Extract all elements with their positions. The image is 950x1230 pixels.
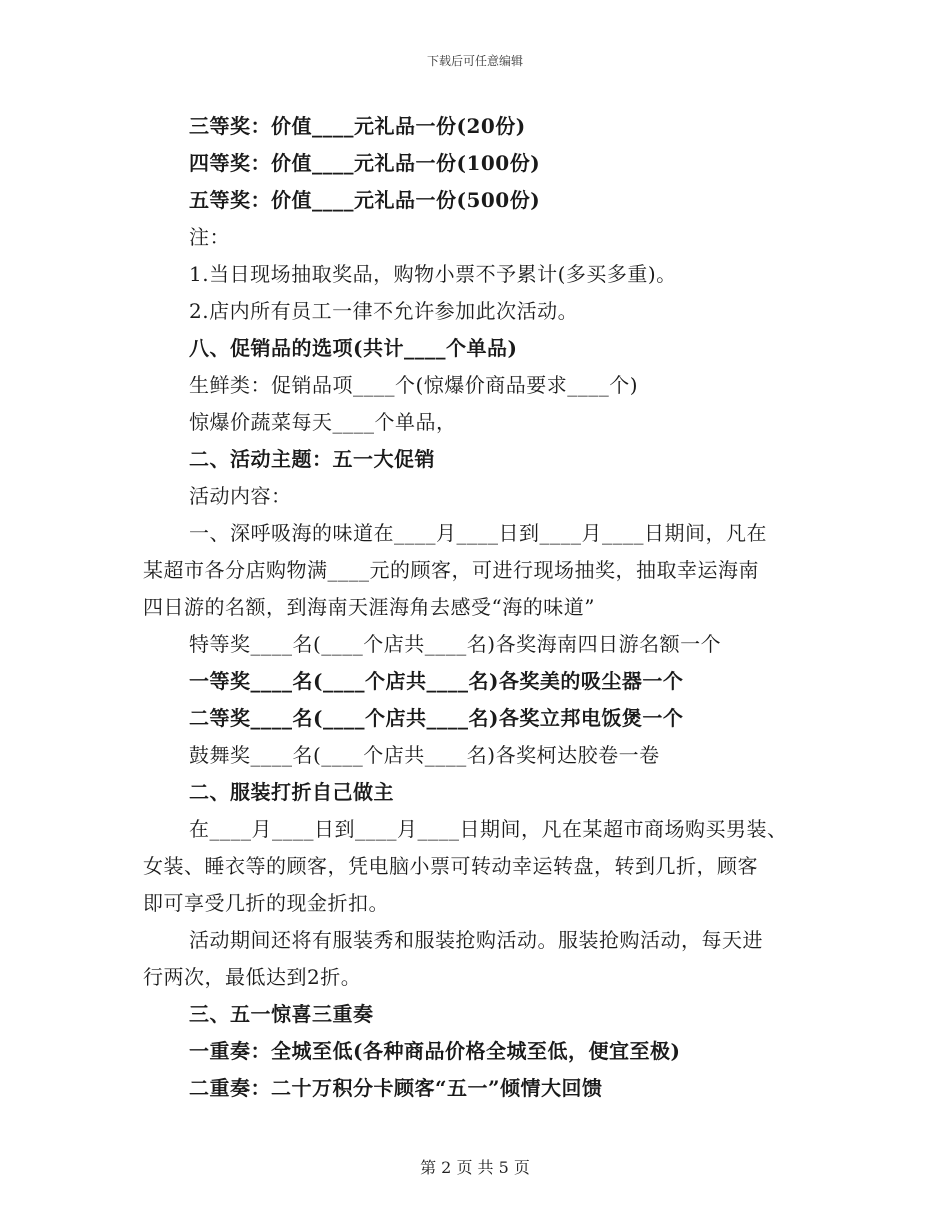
paragraph-line: 行两次，最低达到2折。 xyxy=(143,965,362,989)
paragraph-line: 即可享受几折的现金折扣。 xyxy=(143,891,389,915)
paragraph-line: 某超市各分店购物满____元的顾客，可进行现场抽奖，抽取幸运海南 xyxy=(143,558,759,582)
prize-fourth: 四等奖：价值____元礼品一份(100份) xyxy=(189,151,541,175)
prize-fifth: 五等奖：价值____元礼品一份(500份) xyxy=(189,188,541,212)
paragraph-line: 一、深呼吸海的味道在____月____日到____月____日期间，凡在 xyxy=(189,521,767,545)
prize-second: 二等奖____名(____个店共____名)各奖立邦电饭煲一个 xyxy=(189,706,684,730)
section-heading-clothing: 二、服装打折自己做主 xyxy=(189,780,394,804)
note-1: 1.当日现场抽取奖品，购物小票不予累计(多买多重)。 xyxy=(189,262,677,286)
paragraph-fashion-show xyxy=(143,922,807,996)
prize-encouragement: 鼓舞奖____名(____个店共____名)各奖柯达胶卷一卷 xyxy=(189,743,660,767)
prize-first: 一等奖____名(____个店共____名)各奖美的吸尘器一个 xyxy=(189,669,684,693)
paragraph-line: 在____月____日到____月____日期间，凡在某超市商场购买男装、 xyxy=(189,817,788,841)
note-2: 2.店内所有员工一律不允许参加此次活动。 xyxy=(189,299,579,323)
note-label: 注： xyxy=(189,225,230,249)
section-heading-promo-items: 八、促销品的选项(共计____个单品) xyxy=(189,336,518,360)
prize-third: 三等奖：价值____元礼品一份(20份) xyxy=(189,114,526,138)
paragraph-clothing-discount xyxy=(143,811,807,922)
page-footer: 第 2 页 共 5 页 xyxy=(420,1158,530,1177)
fresh-items: 生鲜类：促销品项____个(惊爆价商品要求____个) xyxy=(189,373,639,397)
paragraph-sea-taste xyxy=(143,515,807,626)
section-heading-theme: 二、活动主题：五一大促销 xyxy=(189,447,435,471)
prize-special: 特等奖____名(____个店共____名)各奖海南四日游名额一个 xyxy=(189,632,722,656)
document-body xyxy=(143,108,807,1107)
paragraph-line: 女装、睡衣等的顾客，凭电脑小票可转动幸运转盘，转到几折，顾客 xyxy=(143,854,758,878)
page-header: 下载后可任意编辑 xyxy=(426,54,523,68)
paragraph-line: 活动期间还将有服装秀和服装抢购活动。服装抢购活动，每天进 xyxy=(189,928,763,952)
surprise-first: 一重奏：全城至低(各种商品价格全城至低，便宜至极) xyxy=(189,1039,681,1063)
surprise-second: 二重奏：二十万积分卡顾客“五一”倾情大回馈 xyxy=(189,1076,603,1100)
veg-items: 惊爆价蔬菜每天____个单品， xyxy=(189,410,457,434)
section-heading-surprise: 三、五一惊喜三重奏 xyxy=(189,1002,374,1026)
paragraph-line: 四日游的名额，到海南天涯海角去感受“海的味道” xyxy=(143,595,595,619)
activity-content-label: 活动内容： xyxy=(189,484,292,508)
